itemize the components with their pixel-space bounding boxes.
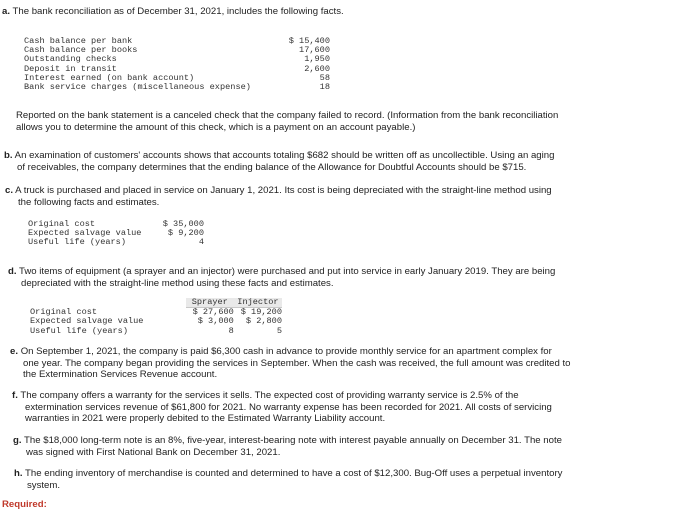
item-e-line3: the Extermination Services Revenue account. <box>23 369 218 380</box>
item-b-line2: of receivables, the company determines that the ending balance of the Allowance for Doubtful Accounts should be $715. <box>17 161 527 173</box>
sprayer-value: $ 27,600 <box>192 307 234 318</box>
item-d <box>8 266 698 289</box>
row-value: 4 <box>198 237 204 248</box>
row-value: $ 15,400 <box>288 36 330 46</box>
injector-value: $ 19,200 <box>240 307 282 318</box>
row-label: Expected salvage value <box>28 228 142 239</box>
item-f-line1: The company offers a warranty for the services it sells. The expected cost of providing warranty service is 2.5% of the <box>20 390 519 401</box>
row-value: $ 35,000 <box>162 219 204 229</box>
col-sprayer-header: Sprayer <box>186 298 234 308</box>
item-f-line3: warranties in 2021 were properly debited to the Estimated Warranty Liability account. <box>25 413 386 424</box>
injector-value: 5 <box>276 325 282 336</box>
item-f-letter: f. <box>12 390 18 401</box>
item-a-letter: a. <box>2 6 11 17</box>
row-value: 2,600 <box>304 63 330 74</box>
item-d-letter: d. <box>8 266 17 277</box>
item-a-note <box>16 110 696 133</box>
item-g-line1: The $18,000 long-term note is an 8%, five-year, interest-bearing note with interest payable annually on December 31. The note <box>24 435 562 446</box>
item-h-line2: system. <box>27 479 61 491</box>
item-a-note-line2: allows you to determine the amount of this check, which is a payment on an account payable.) <box>16 121 416 133</box>
col-injector-header: Injector <box>234 298 282 308</box>
item-d-line2: depreciated with the straight-line method using these facts and estimates. <box>21 277 334 289</box>
item-e <box>10 346 700 381</box>
row-label: Expected salvage value <box>30 316 144 327</box>
item-g-line2: was signed with First National Bank on December 31, 2021. <box>26 446 281 458</box>
row-value: 1,950 <box>304 54 330 65</box>
row-label: Original cost <box>30 306 98 317</box>
item-c-line2: the following facts and estimates. <box>18 196 160 208</box>
item-a-heading: The bank reconciliation as of December 31, 2021, includes the following facts. <box>12 6 344 17</box>
row-label: Deposit in transit <box>24 63 117 74</box>
required-label: Required: <box>2 499 47 510</box>
bank-reconciliation-table <box>24 37 330 92</box>
row-value: 17,600 <box>299 45 330 56</box>
equipment-facts-table <box>30 298 282 336</box>
item-c-line1: A truck is purchased and placed in service on January 1, 2021. Its cost is being depreciated with the straight-line method using <box>15 185 552 196</box>
item-e-line2: one year. The company began providing the services in September. When the cash was received, the full amount was credited to <box>23 357 571 369</box>
row-label: Cash balance per books <box>24 45 138 56</box>
sprayer-value: 8 <box>228 325 234 336</box>
item-h-letter: h. <box>14 468 23 479</box>
row-label: Original cost <box>28 219 96 229</box>
item-e-line1: On September 1, 2021, the company is paid $6,300 cash in advance to provide monthly service for an apartment complex for <box>20 346 552 357</box>
item-h-line1: The ending inventory of merchandise is counted and determined to have a cost of $12,300. Bug-Off uses a perpetual inventory <box>25 468 563 479</box>
item-b-line1: An examination of customers' accounts shows that accounts totaling $682 should be written off as uncollectible. Using an aging <box>14 150 555 161</box>
table-row <box>30 327 282 336</box>
sprayer-value: $ 3,000 <box>197 316 234 327</box>
item-a <box>2 6 692 18</box>
row-label: Useful life (years) <box>28 237 126 248</box>
item-e-letter: e. <box>10 346 19 357</box>
row-label: Useful life (years) <box>30 325 128 336</box>
item-f-line2: extermination services revenue of $61,800 for 2021. No warranty expense has been recorded for 2021. All costs of servicing <box>25 401 552 413</box>
item-g-letter: g. <box>13 435 22 446</box>
truck-facts-table <box>28 220 204 248</box>
item-g <box>13 435 693 458</box>
item-c <box>5 185 695 208</box>
item-f <box>12 390 692 425</box>
row-label: Bank service charges (miscellaneous expense) <box>24 82 251 93</box>
row-label: Interest earned (on bank account) <box>24 72 195 83</box>
item-c-letter: c. <box>5 185 14 196</box>
item-d-line1: Two items of equipment (a sprayer and an injector) were purchased and put into service in early January 2019. They are being <box>19 266 556 277</box>
row-label: Cash balance per bank <box>24 36 133 46</box>
row-value: 58 <box>319 72 330 83</box>
table-row <box>24 83 330 92</box>
injector-value: $ 2,800 <box>245 316 282 327</box>
item-a-note-line1: Reported on the bank statement is a canceled check that the company failed to record. (Information from the bank reconciliation <box>16 110 559 121</box>
row-value: 18 <box>319 82 330 93</box>
item-b <box>4 150 694 173</box>
item-b-letter: b. <box>4 150 13 161</box>
table-row <box>28 238 204 247</box>
row-label: Outstanding checks <box>24 54 117 65</box>
row-value: $ 9,200 <box>167 228 204 239</box>
item-h <box>14 468 694 491</box>
